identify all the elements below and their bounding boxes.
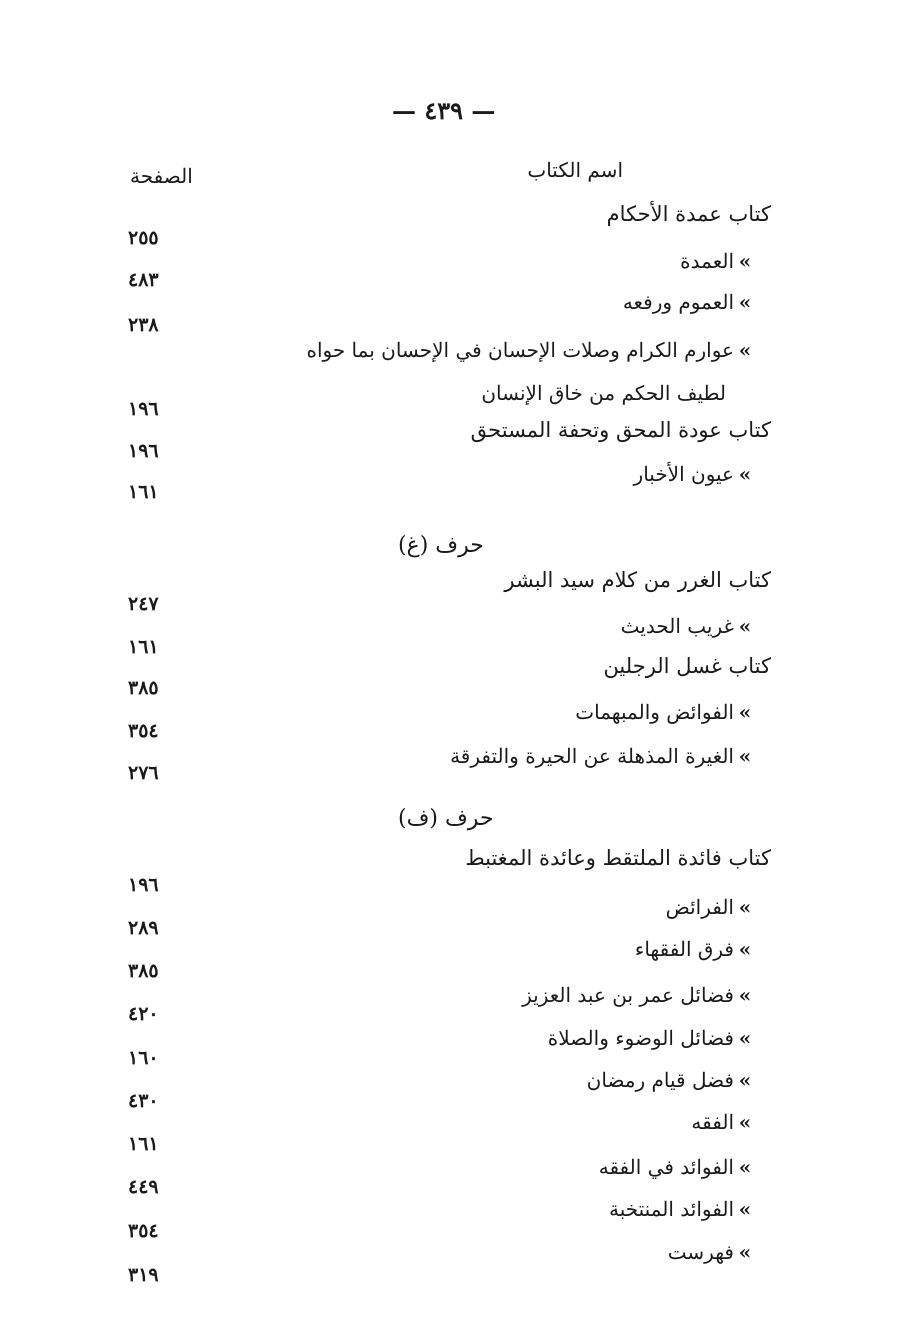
entry-title: كتاب عمدة الأحكام <box>606 202 771 226</box>
ditto-mark: » <box>738 614 752 638</box>
entry-sub: »العمدة <box>680 249 756 273</box>
ditto-mark: » <box>738 1068 752 1092</box>
entry-title: كتاب الغرر من كلام سيد البشر <box>504 568 771 592</box>
entry-sub: »الفوائد في الفقه <box>599 1155 756 1179</box>
page-value: ٤٢٠ <box>128 1003 159 1025</box>
entry-sub: »فرق الفقهاء <box>635 937 756 961</box>
page-value: ٤٤٩ <box>128 1176 159 1198</box>
entry-sub: »عوارم الكرام وصلات الإحسان في الإحسان بما حواه <box>306 338 756 362</box>
ditto-mark: » <box>738 1197 752 1221</box>
entry-sub: »الفوائد المنتخبة <box>609 1197 756 1221</box>
entry-sub: »فضل قيام رمضان <box>587 1068 756 1092</box>
entry-sub: »غريب الحديث <box>621 614 756 638</box>
page-number: — ٤٣٩ — <box>392 96 496 125</box>
page-value: ٤٣٠ <box>128 1090 159 1112</box>
ditto-mark: » <box>738 1110 752 1134</box>
page-value: ٣٨٥ <box>128 677 159 699</box>
page-value: ٢٤٧ <box>128 593 159 615</box>
page-value: ٢٣٨ <box>128 314 159 336</box>
ditto-mark: » <box>738 937 752 961</box>
ditto-mark: » <box>738 249 752 273</box>
entry-sub: »فضائل الوضوء والصلاة <box>548 1026 756 1050</box>
letter-heading-fa: حرف (ف) <box>398 806 494 831</box>
page-value: ١٩٦ <box>128 440 159 462</box>
ditto-mark: » <box>738 895 752 919</box>
page-value: ١٦١ <box>128 481 159 503</box>
ditto-mark: » <box>738 744 752 768</box>
page-value: ٢٥٥ <box>128 227 159 249</box>
entry-sub: »الفوائض والمبهمات <box>575 700 756 724</box>
entry-continuation: لطيف الحكم من خاق الإنسان <box>481 381 726 405</box>
page-value: ١٦١ <box>128 636 159 658</box>
entry-title: كتاب فائدة الملتقط وعائدة المغتبط <box>465 846 771 870</box>
ditto-mark: » <box>738 1240 752 1264</box>
page-value: ٣٥٤ <box>128 720 159 742</box>
entry-sub: »الفرائض <box>666 895 756 919</box>
entry-sub: »فهرست <box>668 1240 756 1264</box>
letter-heading-ghayn: حرف (غ) <box>398 533 484 558</box>
page-value: ٣٨٥ <box>128 960 159 982</box>
entry-title: كتاب عودة المحق وتحفة المستحق <box>470 418 771 442</box>
ditto-mark: » <box>738 462 752 486</box>
page-value: ١٦٠ <box>128 1047 159 1069</box>
entry-sub: »الفقه <box>691 1110 756 1134</box>
page-value: ٢٧٦ <box>128 762 159 784</box>
ditto-mark: » <box>738 1155 752 1179</box>
ditto-mark: » <box>738 290 752 314</box>
ditto-mark: » <box>738 700 752 724</box>
page-value: ٤٨٣ <box>128 269 159 291</box>
entry-sub: »عيون الأخبار <box>634 462 756 486</box>
ditto-mark: » <box>738 338 752 362</box>
page-value: ١٩٦ <box>128 874 159 896</box>
ditto-mark: » <box>738 1026 752 1050</box>
entry-sub: »فضائل عمر بن عبد العزيز <box>522 983 756 1007</box>
page-value: ٣٥٤ <box>128 1220 159 1242</box>
entry-sub: »الغيرة المذهلة عن الحيرة والتفرقة <box>450 744 756 768</box>
page-value: ٣١٩ <box>128 1264 159 1286</box>
column-header-page: الصفحة <box>130 164 193 188</box>
column-header-book-name: اسم الكتاب <box>527 158 623 182</box>
ditto-mark: » <box>738 983 752 1007</box>
entry-sub: »العموم ورفعه <box>623 290 756 314</box>
page-value: ١٦١ <box>128 1133 159 1155</box>
page-value: ٢٨٩ <box>128 917 159 939</box>
entry-title: كتاب غسل الرجلين <box>603 654 771 678</box>
page-value: ١٩٦ <box>128 398 159 420</box>
